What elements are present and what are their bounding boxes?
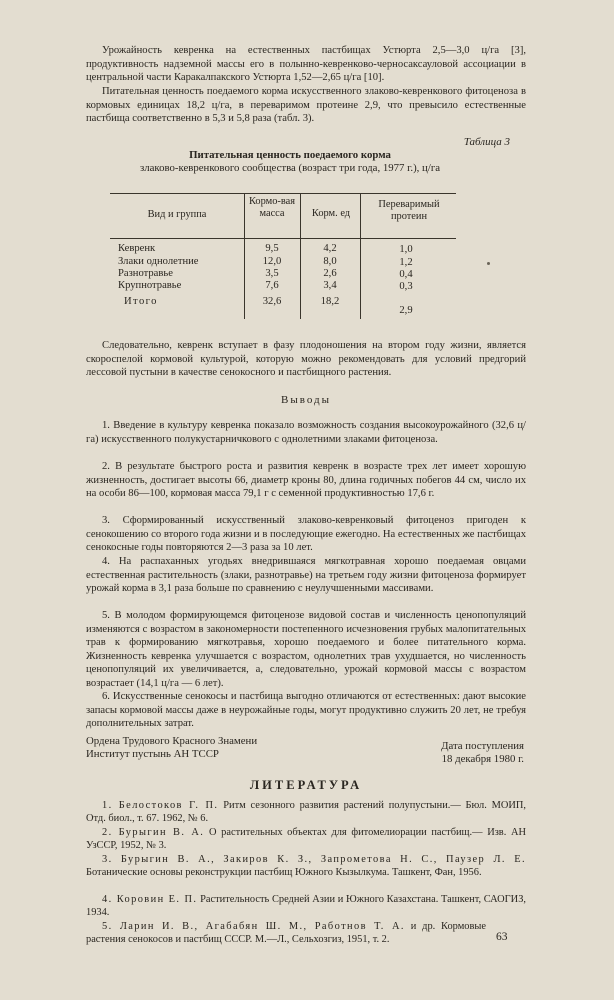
conclusion-item-2: 2. В результате быстрого роста и развития кевренк в возрасте трех лет имеет хорошую жизненность, достигает высоты 66, диаметр кроны 80, длина годичных побегов 44 см, число их на особи 86—100, кормовая масса 79,1 г с семенной продуктивностью 17,6 г. <box>86 461 526 500</box>
table-col-divider-1 <box>244 193 245 319</box>
intro-paragraph-2: Питательная ценность поедаемого корма искусственного злаково-кевренкового фитоценоза в кормовых единицах 18,2 ц/га, в переваримом протеине 2,9, что превысило естественные пастбища соответственно в 5,3 и 5,8 раза (табл. 3). <box>86 86 526 125</box>
reference-text: и др. Кормовые растения сенокосов и пастбищ СССР. М.—Л., Сельхозгиз, 1951, т. 2. <box>86 921 486 945</box>
table-header-feed-units: Корм. ед <box>311 208 351 219</box>
page-number: 63 <box>496 931 508 943</box>
table-cell-protein: 1,2 <box>399 257 413 268</box>
table-row-name: Крупнотравье <box>118 280 182 291</box>
table-cell-feed: 3,4 <box>323 280 337 291</box>
affiliation-line-2: Институт пустынь АН ТССР <box>86 748 219 760</box>
conclusion-paragraph: Следовательно, кевренк вступает в фазу плодоношения на втором году жизни, является скороспелой кормовой культурой, которую можно рекомендовать для условий предгорий лессовой пустыни в качестве сенокосного и пастбищного растения. <box>86 340 526 379</box>
reference-item <box>86 920 486 946</box>
table-cell-protein: 0,3 <box>399 281 413 292</box>
reference-text: Ритм сезонного развития растений полупустыни.— Бюл. МОИП, Отд. биол., т. 67. 1962, № 6. <box>86 800 526 824</box>
conclusion-item-5: 5. В молодом формирующемся фитоценозе видовой состав и численность ценопопуляций изменяются с возрастом в закономерности постепенного исчезновения грубых малопитательных трав к формированию мягкотравья, хорошо поедаемого и более питательного корма. Жизненность кевренка улучшается с возрастом, однолетних трав ухудшается, но численность ценопопуляций их увеличивается, а, следовательно, урожай кормовой массы с возрастом возрастает (14,1 ц/га — 6 лет). <box>86 610 526 689</box>
table-cell-mass: 3,5 <box>265 268 279 279</box>
table-cell-feed: 4,2 <box>323 243 337 254</box>
table-header-mass: Кормо-вая масса <box>248 196 296 219</box>
table-header-species: Вид и группа <box>147 209 207 220</box>
table-cell-protein: 0,4 <box>399 269 413 280</box>
reference-authors: 5. Ларин И. В., Агабабян Ш. М., Работнов Т. А. <box>102 921 405 932</box>
reference-text: Растительность Средней Азии и Южного Казахстана. Ташкент, САОГИЗ, 1934. <box>86 894 526 918</box>
table-col-divider-2 <box>300 193 301 319</box>
table-cell-feed: 8,0 <box>323 256 337 267</box>
table-total-protein: 2,9 <box>399 305 413 316</box>
reference-authors: 4. Коровин Е. П. <box>102 894 198 905</box>
conclusions-heading: Выводы <box>280 394 332 406</box>
table-cell-feed: 2,6 <box>323 268 337 279</box>
received-date: 18 декабря 1980 г. <box>441 753 524 765</box>
table-row-name: Кевренк <box>118 243 156 254</box>
table-cell-mass: 12,0 <box>262 256 282 267</box>
table-top-rule <box>110 193 456 194</box>
table-total-feed: 18,2 <box>320 296 340 307</box>
table-cell-mass: 7,6 <box>265 280 279 291</box>
intro-paragraph-1: Урожайность кевренка на естественных пастбищах Устюрта 2,5—3,0 ц/га [3], продуктивность надземной массы его в полынно-кевренково-черносаксауловой ассоциации в центральной части Каракалпакского Устюрта 1,52—2,65 ц/га [10]. <box>86 45 526 84</box>
table-title <box>120 149 460 175</box>
table-label: Таблица 3 <box>463 136 510 148</box>
literature-heading: ЛИТЕРАТУРА <box>249 778 363 792</box>
table-header-rule <box>110 238 456 239</box>
table-col-divider-3 <box>360 193 361 319</box>
reference-item <box>86 799 526 825</box>
table-total-mass: 32,6 <box>262 296 282 307</box>
conclusion-item-1: 1. Введение в культуру кевренка показало возможность создания высокоурожайного (32,6 ц/га) искусственного полукустарничкового с однолетними злаками фитоценоза. <box>86 420 526 445</box>
conclusion-item-3: 3. Сформированный искусственный злаково-кевренковый фитоценоз пригоден к сенокошению со второго года жизни и в последующие ежегодно. На естественных же пастбищах сенокосные годы повторяются 2—3 раза за 10 лет. <box>86 515 526 554</box>
reference-item <box>86 853 526 879</box>
table-title-rest: злаково-кевренкового сообщества (возраст три года, 1977 г.), ц/га <box>139 162 441 174</box>
reference-authors: 2. Бурыгин В. А. <box>102 827 205 838</box>
affiliation-line-1: Ордена Трудового Красного Знамени <box>86 735 258 747</box>
print-speck <box>487 262 490 265</box>
table-header-protein: Переваримый протеин <box>378 199 440 222</box>
received-label: Дата поступления <box>441 740 524 752</box>
table-total-name: Итого <box>124 296 158 307</box>
table-cell-protein: 1,0 <box>399 244 413 255</box>
reference-item <box>86 893 526 919</box>
table-row-name: Злаки однолетние <box>118 256 199 267</box>
reference-text: Ботанические основы реконструкции пастбищ Южного Кызылкума. Ташкент, Фан, 1956. <box>86 867 482 878</box>
reference-authors: 3. Бурыгин В. А., Закиров К. З., Запрометова Н. С., Паузер Л. Е. <box>102 854 526 865</box>
conclusion-item-6: 6. Искусственные сенокосы и пастбища выгодно отличаются от естественных: дают высокие запасы кормовой массы даже в неурожайные годы, могут продуктивно служить 20 лет, не требуя дополнительных затрат. <box>86 691 526 730</box>
conclusion-item-4: 4. На распаханных угодьях внедрившаяся мягкотравная хорошо поедаемая овцами естественная растительность (злаки, разнотравье) на третьем году жизни фитоценоза формирует урожай корма в 3,1 раза больше по сравнению с неулучшенными массивами. <box>86 556 526 595</box>
reference-item <box>86 826 526 852</box>
table-row-name: Разнотравье <box>118 268 173 279</box>
table-title-bold: Питательная ценность поедаемого корма <box>189 149 391 161</box>
reference-authors: 1. Белостоков Г. П. <box>102 800 219 811</box>
table-cell-mass: 9,5 <box>265 243 279 254</box>
reference-text: О растительных объектах для фитомелиорации пастбищ.— Изв. АН УзССР, 1952, № 3. <box>86 827 526 851</box>
